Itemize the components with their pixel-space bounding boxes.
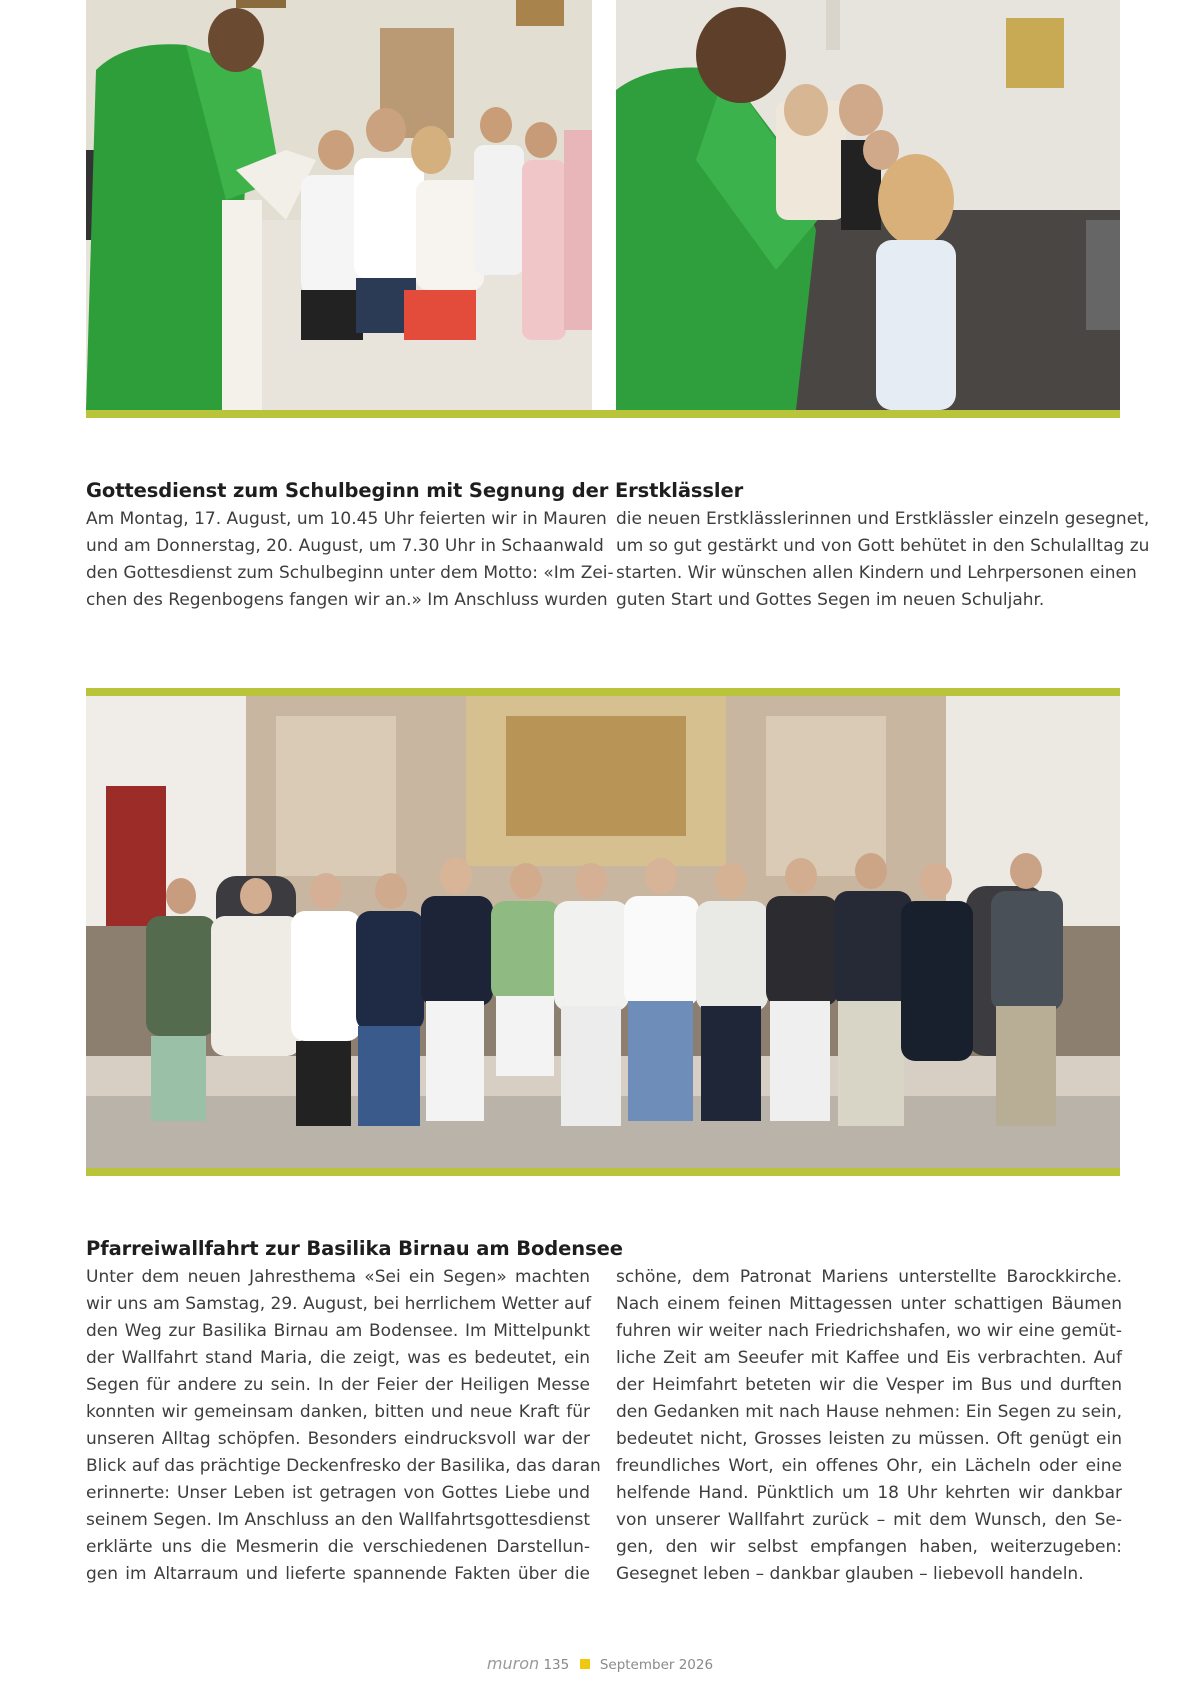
text-line: und am Donnerstag, 20. August, um 7.30 Uhr in Schaanwald xyxy=(86,536,604,556)
text-line: wir uns am Samstag, 29. August, bei herrlichem Wetter auf xyxy=(86,1294,592,1314)
article2-column-left xyxy=(86,1264,601,1588)
text-line: Am Montag, 17. August, um 10.45 Uhr feierten wir in Mauren xyxy=(86,509,607,529)
text-line: konnten wir gemeinsam danken, bitten und neue Kraft für xyxy=(86,1402,590,1422)
text-line: gen im Altarraum und lieferte spannende Fakten über die xyxy=(86,1564,590,1584)
accent-bar-photo1 xyxy=(86,410,1120,418)
text-line: freundliches Wort, ein offenes Ohr, ein Lächeln oder eine xyxy=(616,1456,1122,1476)
text-line: Blick auf das prächtige Deckenfresko der Basilika, das daran xyxy=(86,1456,601,1476)
article1-column-right xyxy=(616,506,1150,614)
magazine-name: muron xyxy=(486,1654,540,1673)
article1-title: Gottesdienst zum Schulbeginn mit Segnung der Erstklässler xyxy=(86,479,744,502)
text-line: liche Zeit am Seeufer mit Kaffee und Eis verbrachten. Auf xyxy=(616,1348,1122,1368)
text-line: der Wallfahrt stand Maria, die zeigt, was es bedeutet, ein xyxy=(86,1348,590,1368)
photo-priest-blessing-children xyxy=(86,0,592,410)
text-line: der Heimfahrt beteten wir die Vesper im Bus und durften xyxy=(616,1375,1122,1395)
text-line: von unserer Wallfahrt zurück – mit dem Wunsch, den Se- xyxy=(616,1510,1122,1530)
accent-bar-photo3-top xyxy=(86,688,1120,696)
photo-pilgrimage-group xyxy=(86,696,1120,1168)
text-line: Segen für andere zu sein. In der Feier der Heiligen Messe xyxy=(86,1375,590,1395)
text-line: Nach einem feinen Mittagessen unter schattigen Bäumen xyxy=(616,1294,1122,1314)
text-line: den Weg zur Basilika Birnau am Bodensee. Im Mittelpunkt xyxy=(86,1321,590,1341)
article2-column-right xyxy=(616,1264,1122,1588)
page-footer xyxy=(0,1654,1200,1673)
text-line: seinem Segen. Im Anschluss an den Wallfahrtsgottesdienst xyxy=(86,1510,590,1530)
square-icon xyxy=(580,1659,590,1669)
text-line: erklärte uns die Mesmerin die verschiedenen Darstellun- xyxy=(86,1537,590,1557)
text-line: helfende Hand. Pünktlich um 18 Uhr kehrten wir dankbar xyxy=(616,1483,1122,1503)
article1-column-left xyxy=(86,506,614,614)
text-line: gen, den wir selbst empfangen haben, weiterzugeben: xyxy=(616,1537,1122,1557)
text-line: den Gedanken mit nach Hause nehmen: Ein Segen zu sein, xyxy=(616,1402,1122,1422)
text-line: Gesegnet leben – dankbar glauben – liebevoll handeln. xyxy=(616,1564,1084,1584)
issue-date: September 2026 xyxy=(599,1657,714,1673)
text-line: die neuen Erstklässlerinnen und Erstklässler einzeln gesegnet, xyxy=(616,509,1150,529)
text-line: schöne, dem Patronat Mariens unterstellte Barockkirche. xyxy=(616,1267,1122,1287)
text-line: unseren Alltag schöpfen. Besonders eindrucksvoll war der xyxy=(86,1429,590,1449)
text-line: den Gottesdienst zum Schulbeginn unter dem Motto: «Im Zei- xyxy=(86,563,614,583)
issue-number: 135 xyxy=(543,1657,570,1673)
text-line: guten Start und Gottes Segen im neuen Schuljahr. xyxy=(616,590,1045,610)
text-line: um so gut gestärkt und von Gott behütet in den Schulalltag zu xyxy=(616,536,1150,556)
text-line: Unter dem neuen Jahresthema «Sei ein Segen» machten xyxy=(86,1267,590,1287)
text-line: chen des Regenbogens fangen wir an.» Im Anschluss wurden xyxy=(86,590,608,610)
accent-bar-photo3-bottom xyxy=(86,1168,1120,1176)
text-line: starten. Wir wünschen allen Kindern und Lehrpersonen einen xyxy=(616,563,1137,583)
text-line: bedeutet nicht, Grosses leisten zu müssen. Oft genügt ein xyxy=(616,1429,1122,1449)
text-line: fuhren wir weiter nach Friedrichshafen, wo wir eine gemüt- xyxy=(616,1321,1122,1341)
photo-priest-blessing-girl xyxy=(616,0,1120,410)
text-line: erinnerte: Unser Leben ist getragen von Gottes Liebe und xyxy=(86,1483,590,1503)
article2-title: Pfarreiwallfahrt zur Basilika Birnau am Bodensee xyxy=(86,1237,623,1260)
